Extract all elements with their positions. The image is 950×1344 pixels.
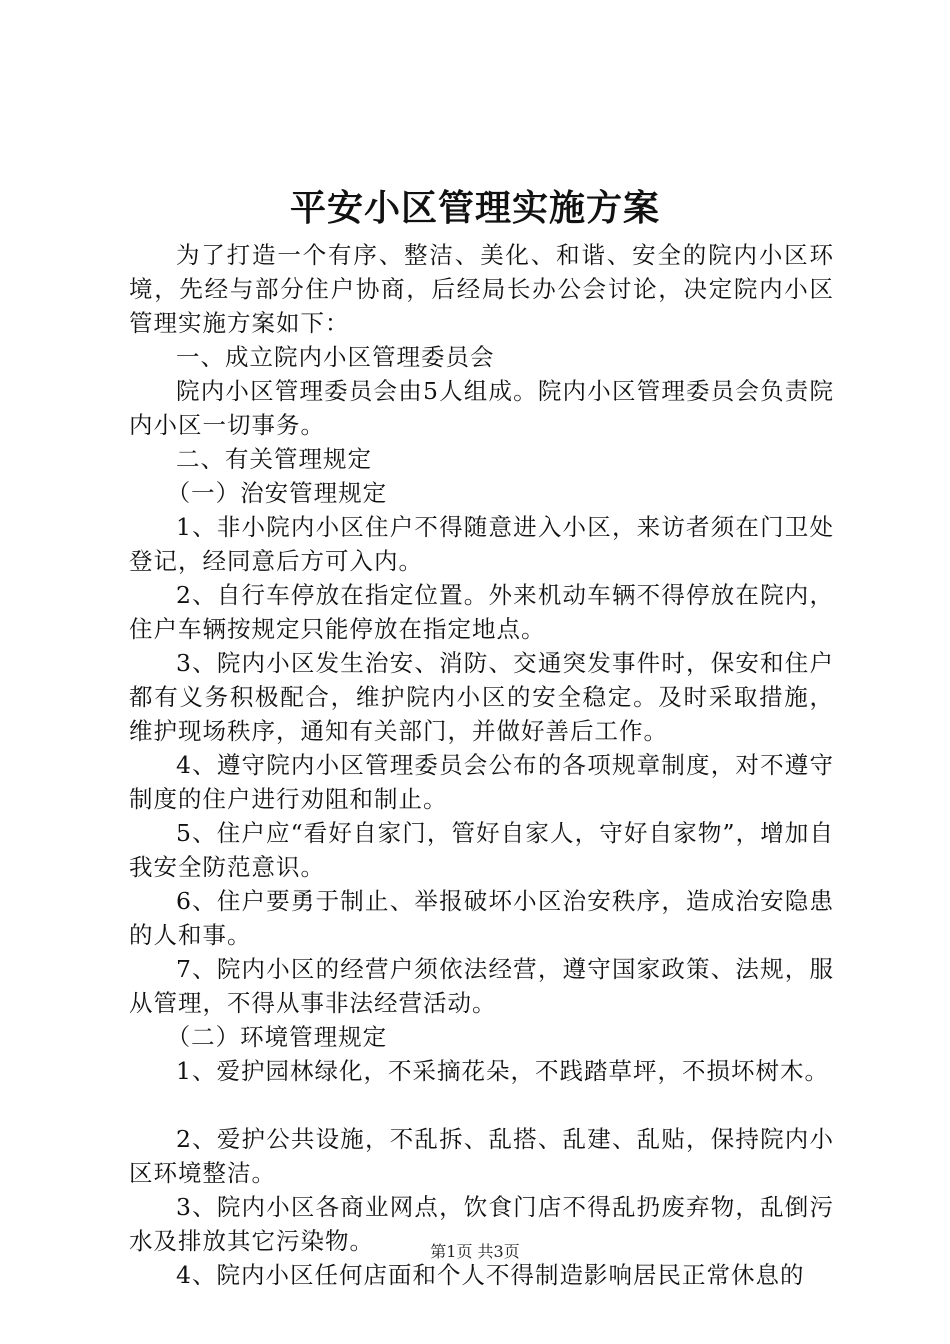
list-item: 2、自行车停放在指定位置。外来机动车辆不得停放在院内，住户车辆按规定只能停放在指定地点。 [129, 581, 834, 643]
section-heading: 二、有关管理规定 [176, 445, 372, 473]
list-item: 5、住户应“看好自家门，管好自家人，守好自家物”，增加自我安全防范意识。 [129, 819, 834, 881]
list-item: 4、院内小区任何店面和个人不得制造影响居民正常休息的 [176, 1261, 805, 1289]
list-item: 1、爱护园林绿化，不采摘花朵，不践踏草坪，不损坏树木。 [176, 1057, 829, 1085]
list-item: 7、院内小区的经营户须依法经营，遵守国家政策、法规，服从管理，不得从事非法经营活动。 [129, 955, 834, 1017]
section-heading: 一、成立院内小区管理委员会 [176, 343, 495, 371]
list-item: 4、遵守院内小区管理委员会公布的各项规章制度，对不遵守制度的住户进行劝阻和制止。 [129, 751, 834, 813]
blank-line [129, 1088, 834, 1122]
document-body [129, 238, 834, 1292]
list-item: 2、爱护公共设施，不乱拆、乱搭、乱建、乱贴，保持院内小区环境整洁。 [129, 1125, 834, 1187]
page-footer: 第1页 共3页 [430, 1242, 520, 1261]
intro-paragraph: 为了打造一个有序、整洁、美化、和谐、安全的院内小区环境，先经与部分住户协商，后经局长办公会讨论，决定院内小区管理实施方案如下： [129, 241, 834, 337]
list-item: 1、非小院内小区住户不得随意进入小区，来访者须在门卫处登记，经同意后方可入内。 [129, 513, 834, 575]
subsection-heading: （一）治安管理规定 [166, 479, 388, 507]
paragraph: 院内小区管理委员会由5人组成。院内小区管理委员会负责院内小区一切事务。 [129, 377, 834, 439]
list-item: 3、院内小区发生治安、消防、交通突发事件时，保安和住户都有义务积极配合，维护院内小区的安全稳定。及时采取措施，维护现场秩序，通知有关部门，并做好善后工作。 [129, 649, 834, 745]
subsection-heading: （二）环境管理规定 [166, 1023, 388, 1051]
list-item: 3、院内小区各商业网点，饮食门店不得乱扔废弃物，乱倒污水及排放其它污染物。 [129, 1193, 834, 1255]
document-title: 平安小区管理实施方案 [289, 187, 660, 229]
list-item: 6、住户要勇于制止、举报破坏小区治安秩序，造成治安隐患的人和事。 [129, 887, 834, 949]
